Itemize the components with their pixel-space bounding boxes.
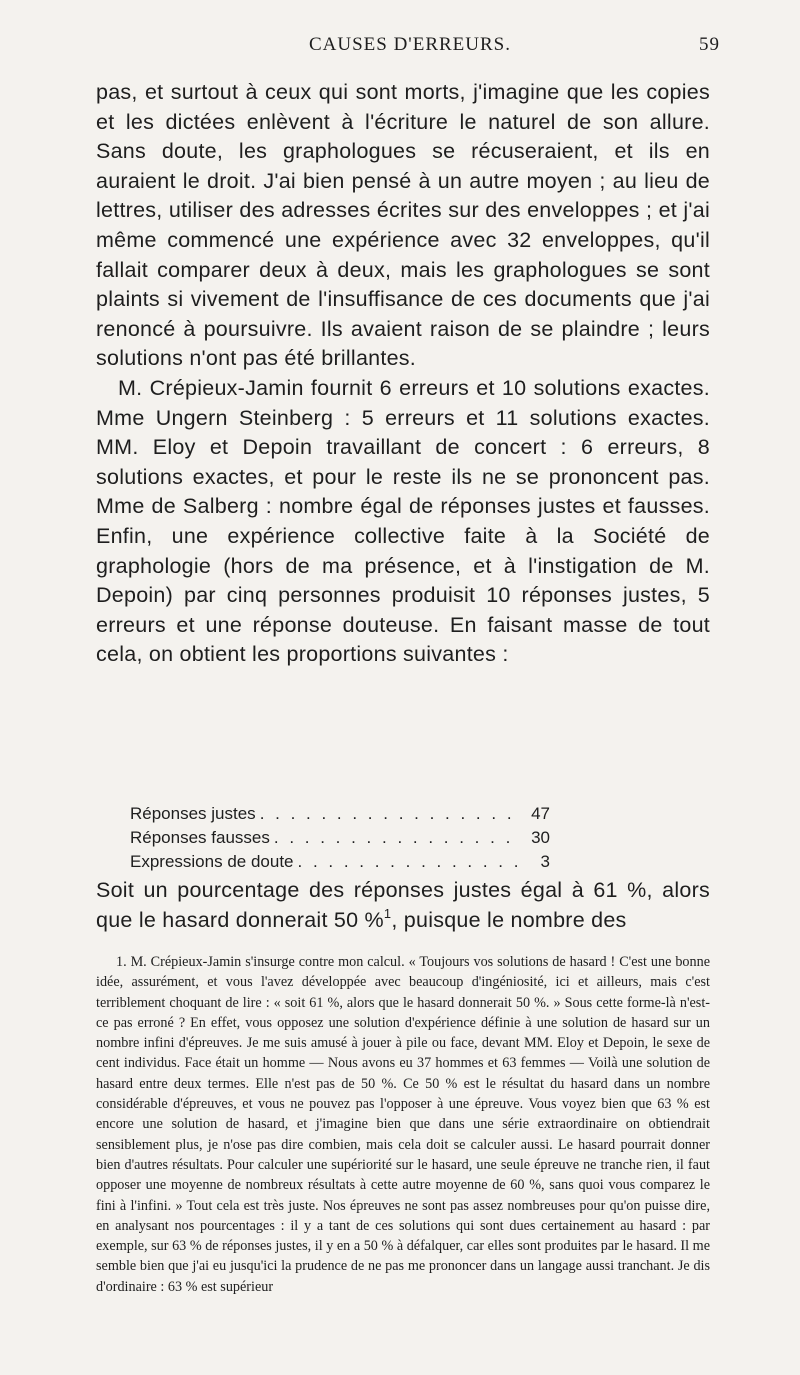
conclusion-text: Soit un pourcentage des réponses justes égal à 61 %, alors que le hasard donnerait 50 %	[96, 878, 710, 932]
row-value: 30	[531, 828, 550, 847]
paragraph-2: M. Crépieux-Jamin fournit 6 erreurs et 10 solutions exactes. Mme Ungern Steinberg : 5 erreurs et 11 solutions exactes. MM. Eloy et Depoin travaillant de concert : 6 erreurs, 8 solutions exactes, et pour le reste ils ne se prononcent pas. Mme de Salberg : nombre égal de réponses justes et fausses. Enfin, une expérience collective faite à la Société de graphologie (hors de ma présence, et à l'instigation de M. Depoin) par cinq personnes produisit 10 réponses justes, 5 erreurs et une réponse douteuse. En faisant masse de tout cela, on obtient les proportions suivantes :	[96, 375, 710, 667]
table-row	[130, 826, 550, 850]
row-label: Réponses fausses	[130, 828, 270, 847]
footnote-reference[interactable]: 1	[383, 905, 392, 921]
leader-dots	[274, 826, 520, 850]
table-row	[130, 850, 550, 874]
page-number: 59	[699, 34, 720, 55]
row-value: 3	[540, 852, 550, 871]
main-text	[96, 78, 710, 670]
results-table	[130, 802, 550, 874]
running-header	[100, 34, 720, 60]
footnote-text: 1. M. Crépieux-Jamin s'insurge contre mon calcul. « Toujours vos solutions de hasard ! C'est une bonne idée, assurément, et vous l'avez développée avec beaucoup d'ingéniosité, ici et ailleurs, mais c'est terriblement choquant de lire : « soit 61 %, alors que le hasard donnerait 50 %. » Sous cette forme-là n'est-ce pas erroné ? En effet, vous opposez une solution d'expérience définie à une solution de hasard sur un nombre infini d'épreuves. Je me suis amusé à jouer à pile ou face, devant MM. Eloy et Depoin, le sexe de cent individus. Face était un homme — Nous avons eu 37 hommes et 63 femmes — Voilà une solution de hasard entre deux termes. Elle n'est pas de 50 %. Ce 50 % est le résultat du hasard dans un nombre considérable d'épreuves, et vous ne pouvez pas l'opposer à une épreuve. Vous voyez bien que 63 % est encore une solution de hasard, et j'imagine bien que dans une série extraordinaire on obtiendrait sensiblement plus, je n'ose pas dire combien, mais cela doit se calculer aussi. Le hasard pourrait donner bien d'autres résultats. Pour calculer une supériorité sur le hasard, une seule épreuve ne tranche rien, il faut opposer une moyenne de nombreux résultats à cette autre moyenne de 60 %, sans quoi vous comparez le fini à l'infini. » Tout cela est très juste. Nos épreuves ne sont pas assez nombreuses pour qu'on puisse dire, en analysant nos pourcentages : il y a tant de ces solutions qui sont dues certainement au hasard : par exemple, sur 63 % de réponses justes, il y en a 50 % à défalquer, car elles sont produites par le hasard. Il me semble bien que j'ai eu jusqu'ici la prudence de ne pas me prononcer dans un langage aussi tranchant. Je dis d'ordinaire : 63 % est supérieur	[96, 954, 710, 1295]
conclusion-text-end: , puisque le nombre des	[391, 907, 627, 932]
row-label: Expressions de doute	[130, 852, 294, 871]
table-row	[130, 802, 550, 826]
conclusion-paragraph	[96, 876, 710, 935]
row-value: 47	[531, 804, 550, 823]
leader-dots	[260, 802, 520, 826]
leader-dots	[298, 850, 521, 874]
footnote	[96, 952, 710, 1297]
running-title: CAUSES D'ERREURS.	[308, 34, 512, 55]
paragraph-1: pas, et surtout à ceux qui sont morts, j'imagine que les copies et les dictées enlèvent à l'écriture le naturel de son allure. Sans doute, les graphologues se récuseraient, et ils en auraient le droit. J'ai bien pensé à un autre moyen ; au lieu de lettres, utiliser des adresses écrites sur des enveloppes ; et j'ai même commencé une expérience avec 32 enveloppes, qu'il fallait comparer deux à deux, mais les graphologues se sont plaints si vivement de l'insuffisance de ces documents que j'ai renoncé à poursuivre. Ils avaient raison de se plaindre ; leurs solutions n'ont pas été brillantes.	[96, 80, 710, 371]
row-label: Réponses justes	[130, 804, 256, 823]
